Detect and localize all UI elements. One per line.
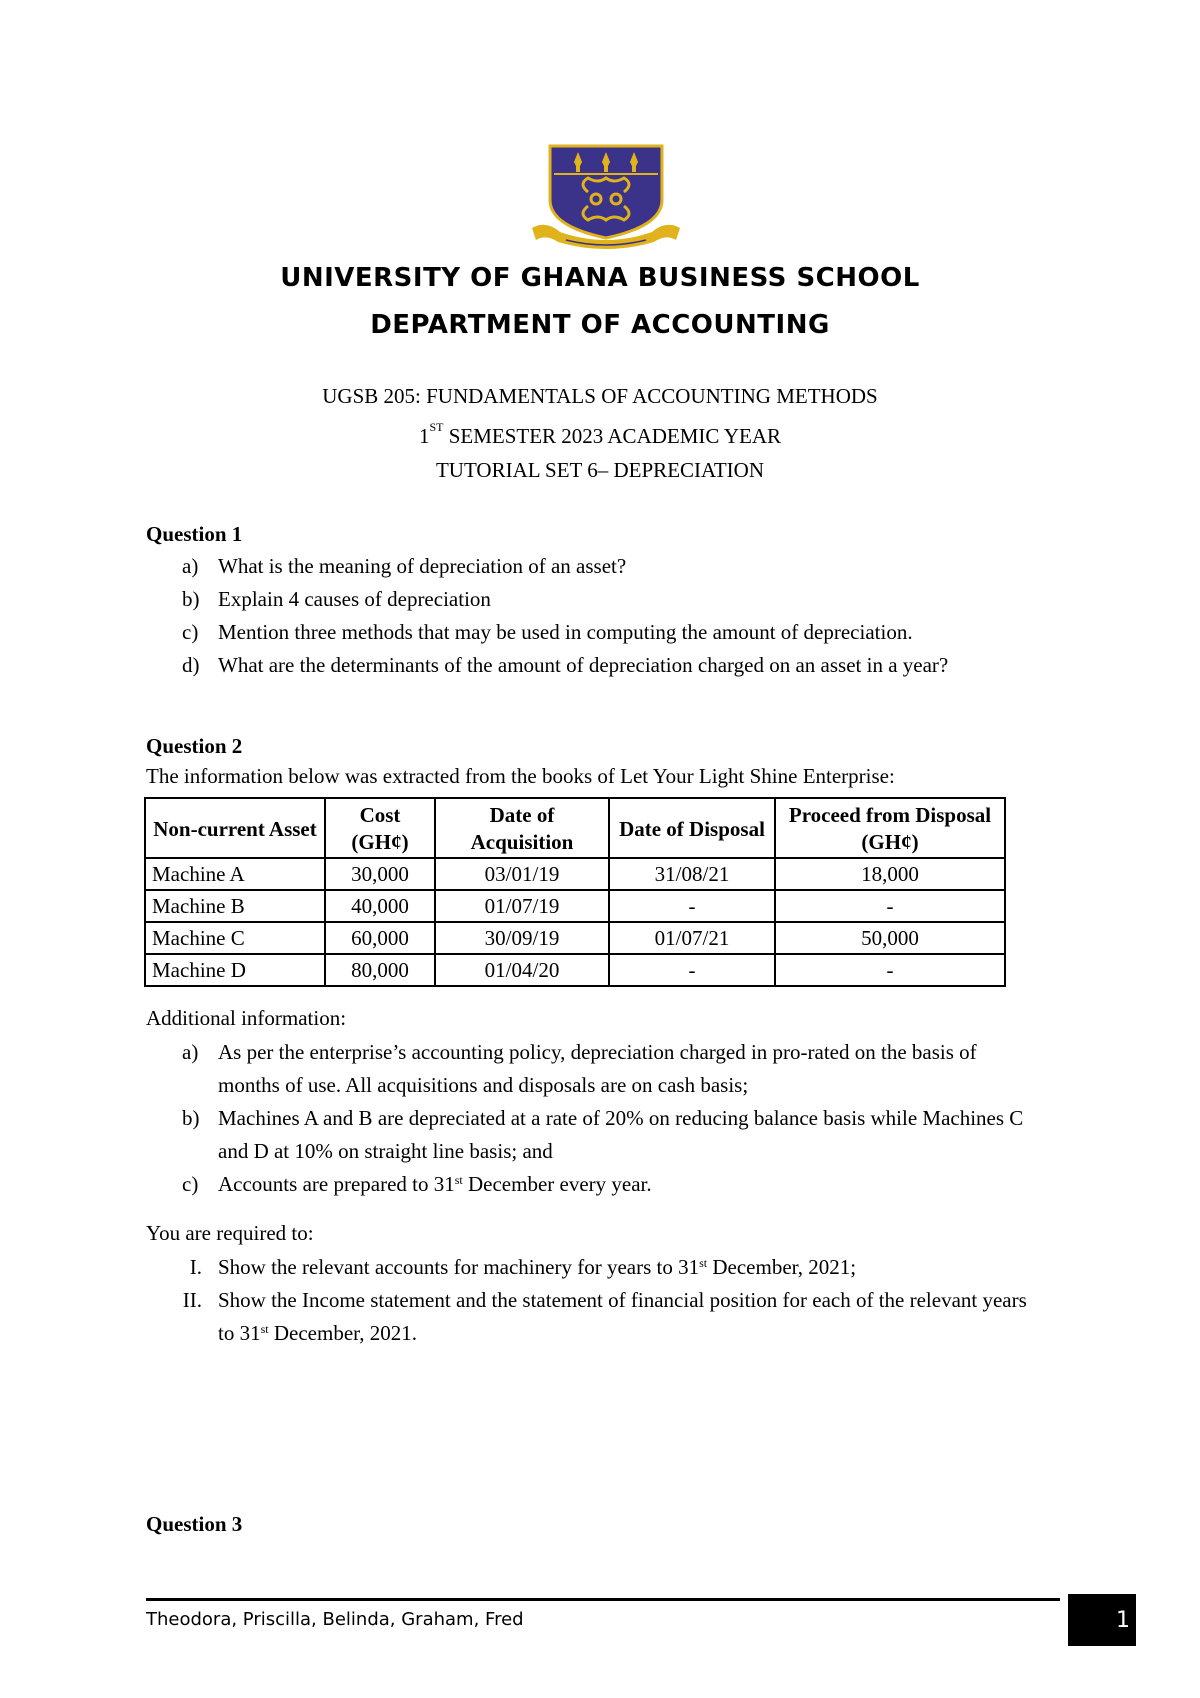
table-row: [145, 954, 1005, 986]
table-cell: -: [609, 890, 775, 922]
list-item: [146, 1036, 1018, 1102]
table-cell: Machine A: [145, 858, 325, 890]
list-text: Accounts are prepared to 31: [218, 1172, 455, 1196]
list-marker: a): [182, 554, 199, 578]
superscript: st: [260, 1322, 269, 1336]
footer-authors: Theodora, Priscilla, Belinda, Graham, Fred: [146, 1609, 524, 1630]
table-cell: Machine B: [145, 890, 325, 922]
question-1-title: Question 1: [146, 522, 243, 546]
list-marker: I.: [189, 1255, 202, 1279]
table-cell: 01/07/19: [435, 890, 609, 922]
asset-table: [144, 797, 1006, 987]
university-name: UNIVERSITY OF GHANA BUSINESS SCHOOL: [280, 263, 920, 293]
table-cell: 50,000: [775, 922, 1005, 954]
question-2-title: Question 2: [146, 734, 243, 758]
table-cell: 01/04/20: [435, 954, 609, 986]
list-item: [146, 649, 978, 682]
list-item: [146, 550, 1046, 583]
footer-divider: [146, 1598, 1060, 1601]
table-cell: 40,000: [325, 890, 435, 922]
additional-info-list: [146, 1036, 1046, 1201]
column-header: Proceed from Disposal (GH¢): [775, 798, 1005, 858]
table-cell: -: [775, 890, 1005, 922]
table-cell: -: [775, 954, 1005, 986]
question-3-title: Question 3: [146, 1512, 243, 1536]
table-cell: 01/07/21: [609, 922, 775, 954]
column-header: Date of Acquisition: [435, 798, 609, 858]
list-marker: c): [182, 620, 199, 644]
column-header: Cost (GH¢): [325, 798, 435, 858]
course-title: UGSB 205: FUNDAMENTALS OF ACCOUNTING METHODS: [322, 384, 878, 408]
list-item: [146, 583, 1046, 616]
table-row: [145, 858, 1005, 890]
table-cell: Machine D: [145, 954, 325, 986]
list-marker: c): [182, 1172, 199, 1196]
list-text: As per the enterprise’s accounting policy, depreciation charged in pro-rated on the basis of months of use. All acquisitions and disposals are on cash basis;: [218, 1040, 977, 1097]
list-text: December, 2021.: [268, 1321, 418, 1345]
list-text: What is the meaning of depreciation of an asset?: [218, 554, 627, 578]
list-text: December, 2021;: [707, 1255, 857, 1279]
semester-line: [0, 420, 1200, 449]
list-item: [146, 1251, 1046, 1284]
table-cell: 30/09/19: [435, 922, 609, 954]
column-header: Non-current Asset: [145, 798, 325, 858]
semester-text: SEMESTER 2023 ACADEMIC YEAR: [443, 424, 782, 448]
list-marker: b): [182, 1106, 200, 1130]
table-row: [145, 890, 1005, 922]
table-header-row: [145, 798, 1005, 858]
question-2-intro: The information below was extracted from the books of Let Your Light Shine Enterprise:: [146, 764, 895, 788]
list-item: [146, 616, 1046, 649]
list-marker: d): [182, 653, 200, 677]
list-marker: b): [182, 587, 200, 611]
table-cell: -: [609, 954, 775, 986]
table-cell: 03/01/19: [435, 858, 609, 890]
list-text: Show the relevant accounts for machinery for years to 31: [218, 1255, 700, 1279]
list-item: [146, 1168, 1046, 1201]
required-list: [146, 1251, 1046, 1350]
list-text: Machines A and B are depreciated at a rate of 20% on reducing balance basis while Machines C and D at 10% on straight line basis; and: [218, 1106, 1024, 1163]
question-1-list: [146, 550, 1046, 682]
list-text: Show the Income statement and the statement of financial position for each of the relevant years to 31: [218, 1288, 1027, 1345]
column-header: Date of Disposal: [609, 798, 775, 858]
list-text: Mention three methods that may be used in computing the amount of depreciation.: [218, 620, 913, 644]
superscript: st: [454, 1173, 463, 1187]
list-text: Explain 4 causes of depreciation: [218, 587, 491, 611]
tutorial-title: TUTORIAL SET 6– DEPRECIATION: [435, 458, 765, 482]
additional-info-label: Additional information:: [146, 1006, 347, 1030]
table-cell: 18,000: [775, 858, 1005, 890]
list-item: [146, 1284, 1038, 1350]
list-item: [146, 1102, 1048, 1168]
department-name: DEPARTMENT OF ACCOUNTING: [370, 310, 830, 340]
list-text: What are the determinants of the amount of depreciation charged on an asset in a year?: [218, 653, 949, 677]
list-text: December every year.: [462, 1172, 652, 1196]
table-cell: 31/08/21: [609, 858, 775, 890]
table-cell: Machine C: [145, 922, 325, 954]
list-marker: II.: [182, 1288, 202, 1312]
list-marker: a): [182, 1040, 199, 1064]
semester-superscript: ST: [429, 420, 444, 434]
semester-number: 1: [418, 424, 430, 448]
required-label: You are required to:: [146, 1221, 314, 1245]
superscript: st: [699, 1256, 708, 1270]
page-number: 1: [1068, 1594, 1136, 1646]
table-cell: 30,000: [325, 858, 435, 890]
university-crest-logo: [526, 140, 686, 250]
table-cell: 80,000: [325, 954, 435, 986]
table-cell: 60,000: [325, 922, 435, 954]
table-row: [145, 922, 1005, 954]
